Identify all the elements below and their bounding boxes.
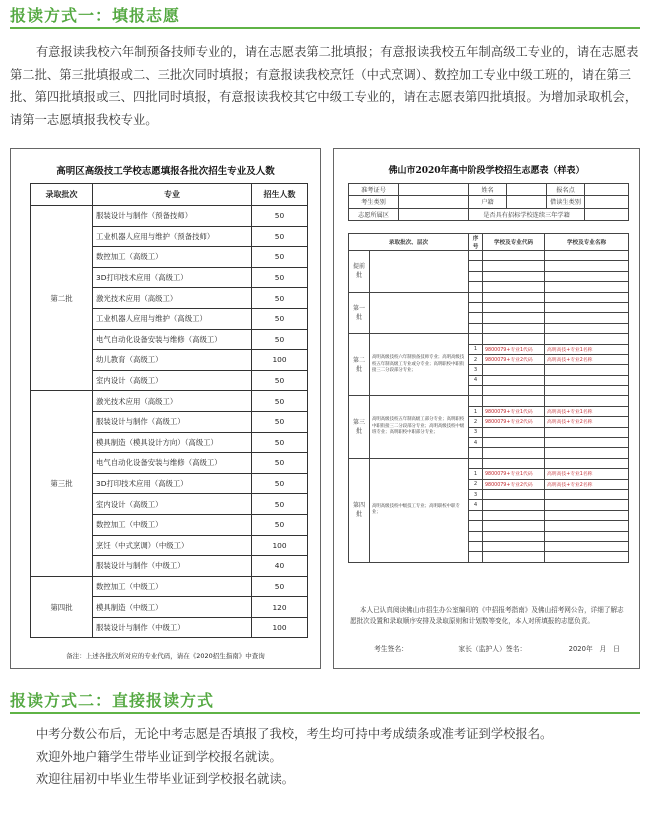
info-blank [507, 196, 547, 208]
batch-cell: 第三批 [31, 391, 93, 576]
batch-early: 提前批 [349, 251, 370, 293]
count-cell: 100 [252, 535, 308, 556]
table-row [31, 391, 308, 412]
section-divider-2 [10, 712, 640, 714]
count-cell: 50 [252, 329, 308, 350]
sample-code: 9800079+专业2代码 [483, 354, 545, 364]
major-cell: 数控加工（中级工） [93, 514, 252, 535]
batch-cell: 第四批 [31, 576, 93, 638]
signature-line [374, 643, 620, 653]
count-cell: 50 [252, 206, 308, 227]
info-hukou-label: 户籍 [469, 196, 507, 208]
sample-name: 高明高技+专业1名称 [545, 344, 629, 354]
info-district-label: 志愿所属区 [349, 208, 399, 220]
major-cell: 工业机器人应用与维护（高级工） [93, 308, 252, 329]
info-continue-label: 是否具有招标学校连续三年学籍 [469, 208, 585, 220]
left-document-title: 高明区高级技工学校志愿填报各批次招生专业及人数 [56, 166, 275, 177]
left-document-note: 备注：上述各批次所对应的专业代码，请在《2020招生指南》中查询 [66, 652, 265, 660]
major-cell: 模具制造（模具设计方向）（高级工） [93, 432, 252, 453]
condition-fourth: 高明高级技校中级技工专业；高明职校中职专业； [370, 458, 469, 562]
count-cell: 50 [252, 576, 308, 597]
condition-second: 高明高级技校六年制预备技师专业；高明高级技校五年制高级工专业或分专业；高明职校中职衔接三二分段部分专业； [370, 334, 469, 396]
condition-third: 高明高级技校五年制高级工部分专业；高明职校中职衔接三二分段部分专业；高明高级技校中级班专业；高明职校中职部分专业； [370, 396, 469, 458]
table-row [31, 576, 308, 597]
right-volunteer-table: 录取批次、层次 序号 学校及专业代码 学校及专业名称 提前批 第一批 第二批 高明高级技校六年制预备技师专业；高明高级技校五年制高级工专业或分专业；高明职校中职衔接三二分段部分专业； 1 9800079+专业1代码 高明高技+专业1名称 2 9800079+专业2代码 高明高技+专业2名称 3 4 第三批 高明高级技校五年制高级工部分专业；高明职校中职衔接三二分段部分专业；高明高级技校中级班专业；高明职校中职部分专业； 1 9800079+专业1代码 高明高技+专业1名称 2 9800079+专业2代码 高明高技+专业2名称 3 4 第四批 高明高级技校中级技工专业；高明职校中职专业； 1 9800079+专业1代码 高明高技+专业1名称 2 9800079+专业2代码 高明高技+专业2名称 3 4 [348, 233, 629, 563]
condition-cell [370, 251, 469, 293]
header-batch: 录取批次 [31, 184, 93, 206]
left-majors-table [30, 183, 308, 638]
count-cell: 50 [252, 308, 308, 329]
header-count: 招生人数 [252, 184, 308, 206]
major-cell: 幼儿教育（高级工） [93, 350, 252, 371]
major-cell: 室内设计（高级工） [93, 370, 252, 391]
info-blank [399, 196, 469, 208]
batch-first: 第一批 [349, 292, 370, 334]
left-document-image [10, 148, 321, 669]
table-row [31, 206, 308, 227]
student-signature-label: 考生签名： [374, 645, 408, 653]
header-major: 专业 [93, 184, 252, 206]
count-cell: 40 [252, 556, 308, 577]
right-info-table [348, 183, 629, 221]
major-cell: 激光技术应用（高级工） [93, 391, 252, 412]
info-blank [507, 184, 547, 196]
batch-fourth: 第四批 [349, 458, 370, 562]
major-cell: 电气自动化设备安装与维修（高级工） [93, 453, 252, 474]
section-2-paragraph: 欢迎往届初中毕业生带毕业证到学校报名就读。 [35, 772, 295, 786]
section-divider-1 [10, 27, 640, 29]
info-exam-no-label: 准考证号 [349, 184, 399, 196]
sample-code: 9800079+专业1代码 [483, 344, 545, 354]
count-cell: 50 [252, 473, 308, 494]
major-cell: 数控加工（中级工） [93, 576, 252, 597]
section-2-paragraph: 中考分数公布后，无论中考志愿是否填报了我校，考生均可持中考成绩条或准考证到学校报名。 [35, 727, 553, 741]
major-cell: 服装设计与制作（中级工） [93, 617, 252, 638]
header-code: 学校及专业代码 [483, 234, 545, 251]
major-cell: 工业机器人应用与维护（预备技师） [93, 226, 252, 247]
info-blank [399, 184, 469, 196]
count-cell: 50 [252, 370, 308, 391]
parent-signature-label: 家长（监护人）签名： [458, 645, 527, 653]
count-cell: 50 [252, 247, 308, 268]
major-cell: 服装设计与制作（预备技师） [93, 206, 252, 227]
header-seq: 序号 [469, 234, 483, 251]
major-cell: 数控加工（高级工） [93, 247, 252, 268]
count-cell: 50 [252, 267, 308, 288]
count-cell: 50 [252, 432, 308, 453]
section-title-2: 报读方式二：直接报读方式 [10, 691, 215, 710]
batch-cell: 第二批 [31, 206, 93, 391]
section-2-paragraphs [10, 723, 640, 791]
section-title-1: 报读方式一：填报志愿 [10, 6, 181, 25]
info-name-label: 姓名 [469, 184, 507, 196]
major-cell: 3D打印技术应用（高级工） [93, 473, 252, 494]
info-exam-site-label: 报名点 [547, 184, 585, 196]
count-cell: 50 [252, 411, 308, 432]
major-cell: 3D打印技术应用（高级工） [93, 267, 252, 288]
sign-date: 2020年 月 日 [568, 645, 620, 653]
major-cell: 室内设计（高级工） [93, 494, 252, 515]
count-cell: 50 [252, 288, 308, 309]
condition-cell [370, 292, 469, 334]
batch-third: 第三批 [349, 396, 370, 458]
major-cell: 服装设计与制作（中级工） [93, 556, 252, 577]
info-blank [399, 208, 469, 220]
batch-second: 第二批 [349, 334, 370, 396]
count-cell: 50 [252, 226, 308, 247]
major-cell: 服装设计与制作（高级工） [93, 411, 252, 432]
section-2-paragraph: 欢迎外地户籍学生带毕业证到学校报名就读。 [35, 749, 282, 764]
seq-cell [469, 251, 483, 261]
info-health-label: 借读生类别 [547, 196, 585, 208]
info-blank [585, 196, 629, 208]
count-cell: 120 [252, 597, 308, 618]
count-cell: 100 [252, 617, 308, 638]
info-blank [585, 208, 629, 220]
right-document-image [333, 148, 640, 669]
count-cell: 50 [252, 494, 308, 515]
count-cell: 50 [252, 453, 308, 474]
major-cell: 模具制造（中级工） [93, 597, 252, 618]
sample-name: 高明高技+专业2名称 [545, 354, 629, 364]
header-name: 学校及专业名称 [545, 234, 629, 251]
count-cell: 100 [252, 350, 308, 371]
section-1-paragraph: 有意报读我校六年制预备技师专业的，请在志愿表第二批填报；有意报读我校五年制高级工专业的，请在志愿表第二批、第三批填报或二、三批次同时填报；有意报读我校烹饪（中式烹调）、数控加工专业中级工班的，请在第三批、第四批填报或三、四批同时填报，有意报读我校其它中级工专业的，请在志愿表第四批填报。为增加录取机会，请第一志愿填报我校专业。 [10, 45, 639, 127]
right-document-declaration: 本人已认真阅读佛山市招生办公室编印的《中招报考指南》及佛山招考网公告，详细了解志愿批次设置和录取顺序安排及录取原则和计划数等变化，本人对所填报的志愿负责。 [350, 606, 624, 625]
major-cell: 烹饪（中式烹调）（中级工） [93, 535, 252, 556]
right-document-title: 佛山市2020年高中阶段学校招生志愿表（样表） [388, 166, 585, 176]
header-batch-level: 录取批次、层次 [349, 234, 469, 251]
count-cell: 50 [252, 391, 308, 412]
info-blank [585, 184, 629, 196]
major-cell: 激光技术应用（高级工） [93, 288, 252, 309]
info-category-label: 考生类别 [349, 196, 399, 208]
count-cell: 50 [252, 514, 308, 535]
major-cell: 电气自动化设备安装与维修（高级工） [93, 329, 252, 350]
